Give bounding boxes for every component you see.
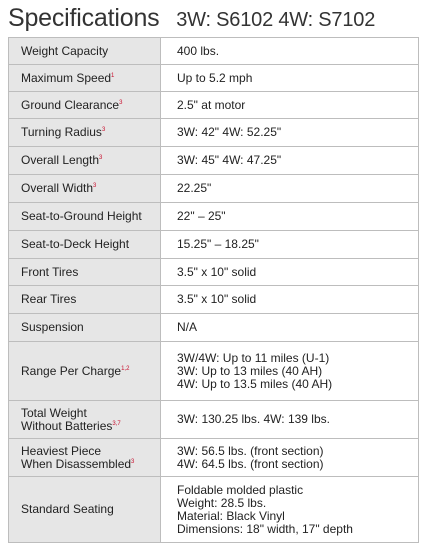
table-row xyxy=(9,119,419,147)
spec-label-text: Overall Width xyxy=(21,181,94,195)
spec-label xyxy=(9,92,161,119)
table-row xyxy=(9,286,419,314)
spec-label xyxy=(9,259,161,286)
table-row xyxy=(9,38,419,65)
spec-value: 2.5" at motor xyxy=(161,92,419,119)
spec-label-text: Front Tires xyxy=(21,264,79,279)
title-text: Specifications xyxy=(8,4,160,32)
spec-value-line: 4W: Up to 13.5 miles (40 AH) xyxy=(177,376,333,391)
spec-label xyxy=(9,477,161,543)
spec-label-text: Standard Seating xyxy=(21,502,114,516)
spec-value: 15.25" – 18.25" xyxy=(161,231,419,259)
spec-label-text: Overall Length xyxy=(21,153,100,167)
spec-label-text: Seat-to-Deck Height xyxy=(21,237,130,251)
spec-value xyxy=(161,342,419,401)
spec-label xyxy=(9,286,161,314)
footnote-marker: 1,2 xyxy=(121,365,130,372)
spec-label xyxy=(9,147,161,175)
specifications-table xyxy=(8,37,419,543)
table-row xyxy=(9,203,419,231)
specifications-body xyxy=(9,38,419,543)
table-row xyxy=(9,92,419,119)
spec-value: 400 lbs. xyxy=(161,38,419,65)
spec-value-line: 3W: Up to 13 miles (40 AH) xyxy=(177,363,323,378)
spec-value xyxy=(161,477,419,543)
spec-value-line: 3W/4W: Up to 11 miles (U-1) xyxy=(177,350,330,365)
footnote-marker: 3 xyxy=(101,127,106,133)
spec-label-text: Maximum Speed xyxy=(21,70,112,85)
footnote-marker: 3,7 xyxy=(112,420,121,427)
footnote-marker: 3 xyxy=(131,458,135,465)
spec-label xyxy=(9,119,161,147)
spec-label-text: Weight Capacity xyxy=(21,43,109,58)
spec-label xyxy=(9,203,161,231)
table-row xyxy=(9,439,419,477)
spec-label-text: Seat-to-Ground Height xyxy=(21,209,142,223)
spec-value: 3W: 130.25 lbs. 4W: 139 lbs. xyxy=(161,401,419,439)
spec-label-text: Range Per Charge xyxy=(21,363,122,378)
table-row xyxy=(9,259,419,286)
spec-label xyxy=(9,38,161,65)
model-numbers: 3W: S6102 4W: S7102 xyxy=(176,9,376,31)
spec-label-text: Turning Radius xyxy=(21,125,102,139)
footnote-marker: 3 xyxy=(99,155,103,161)
spec-label xyxy=(9,175,161,203)
spec-value xyxy=(161,439,419,477)
spec-value: 3W: 45" 4W: 47.25" xyxy=(161,147,419,175)
spec-value-line: 4W: 64.5 lbs. (front section) xyxy=(177,456,324,471)
table-row xyxy=(9,401,419,439)
spec-value-line: Material: Black Vinyl xyxy=(177,508,285,523)
spec-label-line: Total Weight xyxy=(21,405,87,420)
spec-value: 22" – 25" xyxy=(161,203,419,231)
spec-label xyxy=(9,314,161,342)
spec-label-text: Ground Clearance xyxy=(21,97,120,112)
spec-label-text: Suspension xyxy=(21,320,84,334)
spec-value: Up to 5.2 mph xyxy=(161,65,419,92)
table-row xyxy=(9,175,419,203)
footnote-marker: 3 xyxy=(93,183,97,189)
spec-value-line: Dimensions: 18" width, 17" depth xyxy=(177,521,353,536)
spec-value-line: Foldable molded plastic xyxy=(177,482,304,497)
table-row xyxy=(9,65,419,92)
table-row xyxy=(9,231,419,259)
spec-value: N/A xyxy=(161,314,419,342)
footnote-marker: 1 xyxy=(111,72,115,79)
spec-value: 3.5" x 10" solid xyxy=(161,259,419,286)
table-row xyxy=(9,477,419,543)
spec-value-line: Weight: 28.5 lbs. xyxy=(177,495,267,510)
spec-value: 22.25" xyxy=(161,175,419,203)
table-row xyxy=(9,342,419,401)
spec-label xyxy=(9,439,161,477)
spec-label-text: Rear Tires xyxy=(21,292,77,306)
spec-value: 3.5" x 10" solid xyxy=(161,286,419,314)
spec-label-line: Heaviest Piece xyxy=(21,443,102,458)
spec-label xyxy=(9,65,161,92)
footnote-marker: 3 xyxy=(119,99,123,106)
spec-label xyxy=(9,342,161,401)
table-row xyxy=(9,314,419,342)
spec-label xyxy=(9,231,161,259)
table-row xyxy=(9,147,419,175)
spec-label xyxy=(9,401,161,439)
spec-value: 3W: 42" 4W: 52.25" xyxy=(161,119,419,147)
page-title xyxy=(8,2,375,36)
spec-label-line: Without Batteries$^{3,7}$ xyxy=(21,418,121,433)
spec-label-line: When Disassembled$^3$ xyxy=(21,456,135,471)
spec-value-line: 3W: 56.5 lbs. (front section) xyxy=(177,443,324,458)
